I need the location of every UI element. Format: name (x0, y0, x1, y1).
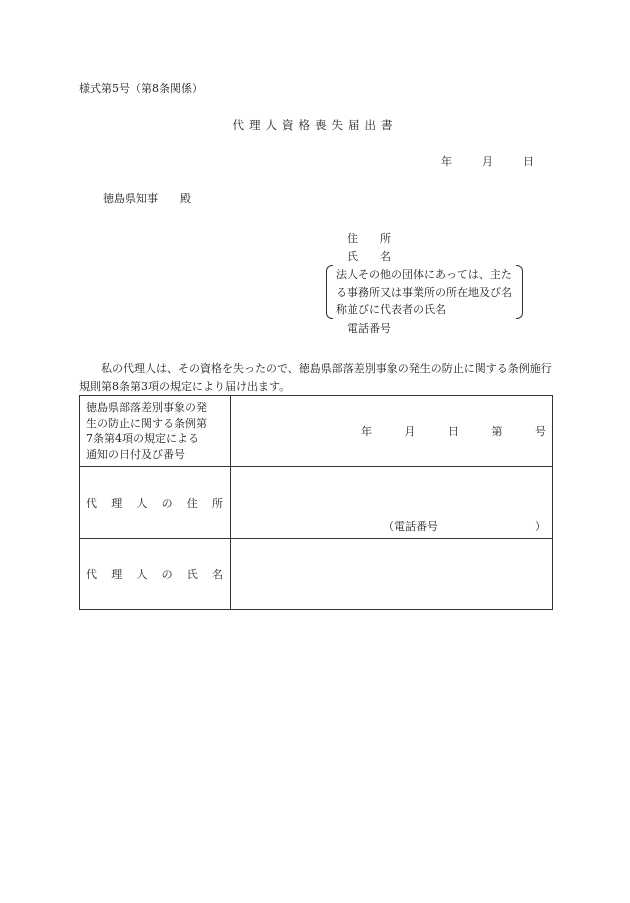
notice-label: 徳島県部落差別事象の発 生の防止に関する条例第 7条第4項の規定による 通知の日付及び番号 (80, 396, 231, 467)
corporation-note: 法人その他の団体にあっては、主たる事務所又は事業所の所在地及び名称並びに代表者の氏名 (336, 268, 512, 316)
notice-day-label: 日 (448, 425, 459, 438)
agent-name-field[interactable] (231, 539, 553, 610)
addressee-honorific: 殿 (180, 192, 191, 205)
agent-phone-line: （電話番号 ） (383, 520, 546, 533)
notice-number-label: 号 (535, 425, 546, 438)
notice-year-label: 年 (361, 425, 372, 438)
right-bracket (516, 265, 523, 319)
addressee (103, 193, 191, 204)
form-number: 様式第5号（第8条関係） (79, 82, 203, 95)
applicant-address-label: 住 所 (347, 232, 391, 245)
applicant-name-label: 氏 名 (347, 250, 391, 263)
submission-date (441, 156, 534, 167)
table-row (80, 396, 553, 467)
addressee-name: 徳島県知事 (103, 192, 158, 205)
table-row (80, 539, 553, 610)
statement-text: 私の代理人は、その資格を失ったので、徳島県部落差別事象の発生の防止に関する条例施行規則第8条第3項の規定により届け出ます。 (79, 362, 552, 393)
applicant-phone-label: 電話番号 (347, 322, 391, 335)
month-label: 月 (482, 155, 493, 168)
notice-month-label: 月 (404, 425, 416, 438)
notice-date-number-field[interactable] (231, 396, 553, 467)
agent-name-label: 代理人の氏名 (80, 539, 231, 610)
agent-address-field[interactable] (231, 467, 553, 539)
agent-address-label: 代理人の住所 (80, 467, 231, 539)
left-bracket (326, 265, 333, 319)
year-label: 年 (441, 155, 452, 168)
document-title: 代理人資格喪失届出書 (232, 118, 398, 132)
form-table (79, 395, 553, 610)
notice-no-label: 第 (491, 425, 503, 438)
table-row (80, 467, 553, 539)
day-label: 日 (523, 155, 534, 168)
